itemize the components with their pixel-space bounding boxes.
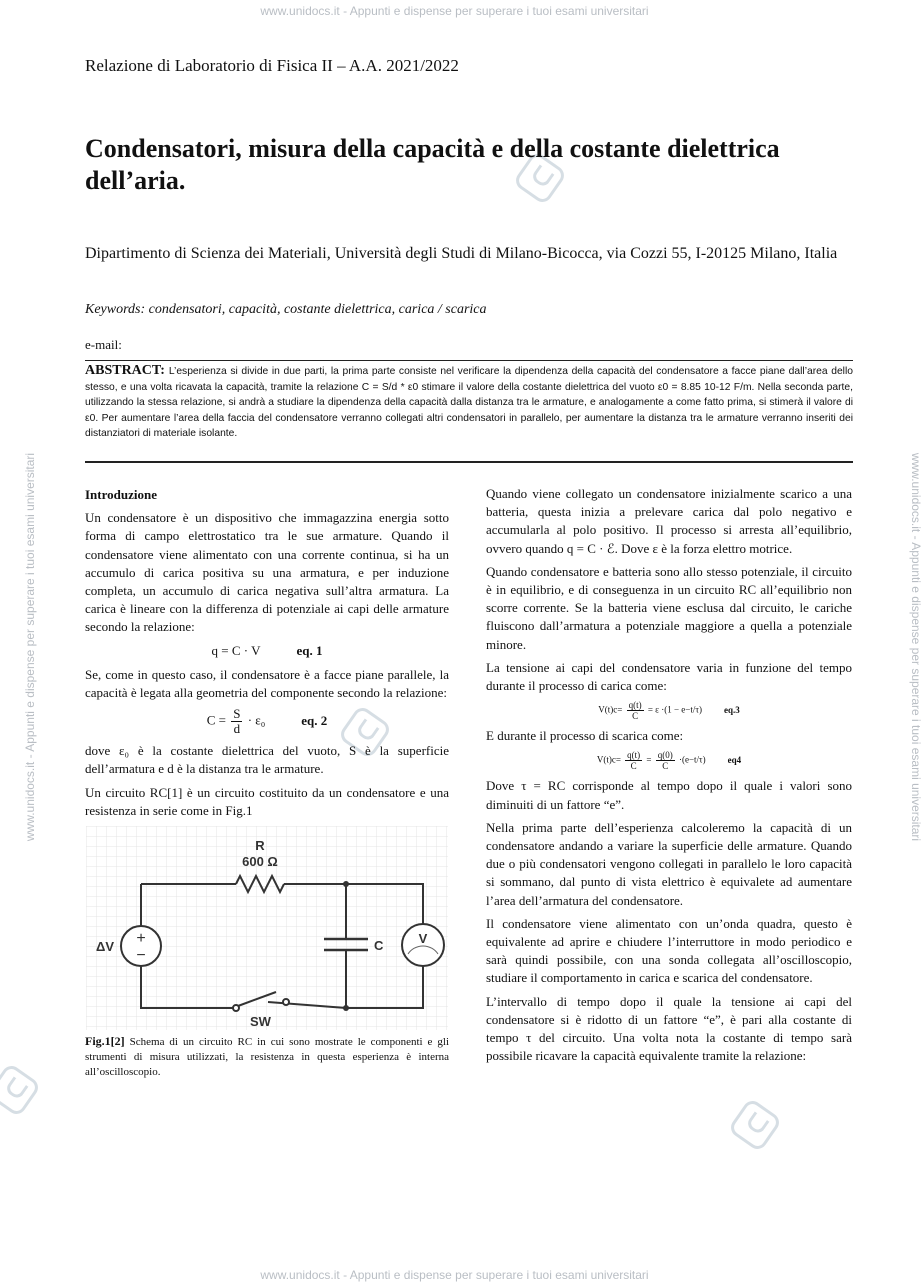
junction-bottom [343,1005,349,1011]
right-paragraph-7: Il condensatore viene alimentato con un’onda quadra, questo è equivalente ad aprire e chiudere l’interruttore in modo periodico e sarà quindi possibile, con una sonda collegata all’oscilloscopio, studiare il comportamento in carica e scarica del condensatore. [486,915,852,986]
right-paragraph-4: E durante il processo di scarica come: [486,728,684,744]
voltmeter-label: V [418,931,428,946]
right-column [486,485,852,1070]
equation-2-fraction [231,707,242,736]
equation-2 [85,707,449,736]
equation-1-body: q = C · V [211,642,261,658]
rc-circuit-figure [86,826,448,1030]
equation-4-fraction-2 [656,750,675,771]
equation-3 [486,700,852,721]
figure-caption-text: Schema di un circuito RC in cui sono mostrate le componenti e gli strumenti di misura utilizzati, la resistenza in questa esperienza è interna all’oscilloscopio. [85,1036,450,1078]
right-paragraph-2: Quando condensatore e batteria sono allo stesso potenziale, il circuito è in equilibrio, e di conseguenza in un circuito RC all’equilibrio non scorre corrente. Se la batteria viene esclusa dal circuito, le cariche fluiscono dall’armatura a potenziale maggiore a quella a potenziale minore. [486,563,852,652]
equation-1 [85,642,449,660]
figure-caption [85,1034,449,1080]
intro-paragraph-2: Se, come in questo caso, il condensatore è a facce piane parallele, la capacità è legata alla geometria del componente secondo la relazione: [85,666,449,701]
watermark-right: www.unidocs.it - Appunti e dispense per superare i tuoi esami universitari [909,452,923,842]
right-paragraph-1: Quando viene collegato un condensatore inizialmente scarico a una batteria, questa inizia a prelevare carica dal polo negativo e accumularla al polo positivo. Il processo si arresta all’equilibrio, ovvero quando q = C · ℰ. Dove ε è la forza elettro motrice. [486,486,852,556]
junction-top [343,881,349,887]
equation-4-denominator-1: C [630,761,637,772]
email-label: e-mail: [85,337,122,352]
equation-3-lhs: V(t)c= [598,704,623,715]
equation-3-fraction [627,700,644,721]
equation-4 [486,750,852,771]
equation-2-lhs: C = [206,712,226,728]
left-column [85,486,449,825]
right-paragraph-5: Dove τ = RC corrisponde al tempo dopo il quale i valori sono diminuiti di un fattore “e”. [486,778,852,812]
equation-2-label: eq. 2 [301,712,328,728]
abstract-text: L’esperienza si divide in due parti, la prima parte consiste nel verificare la dipendenza della capacità del condensatore a facce piane dall’area dello stesso, e una volta ricavata la capacità, tramite la relazione C = S/d * ε0 stimare il valore della costante dielettrica del vuoto ε0 = 8.85 10-12 F/m. Nella seconda parte, utilizzando la stessa relazione, si andrà a studiare la dipendenza della capacità dalla distanza tra le armature, e analogamente a come fatto prima, si stimerà il valore di ε0. Per aumentare l’area della faccia del condensatore verranno collegati altri condensatori in parallelo, per aumentare la distanza tra le armature verranno inseriti dei distanziatori di materiale isolante. [85,366,853,439]
intro-paragraph-3: dove ε₀ è la costante dielettrica del vuoto, S è la superficie dell’armatura e d è la distanza tra le armature. [85,743,449,777]
voltmeter-icon [402,924,444,966]
equation-4-fraction-1 [625,750,642,771]
abstract [85,363,853,442]
equation-3-numerator: q(t) [628,700,642,711]
equation-4-rhs: ·(e−t/τ) [678,755,706,765]
abstract-bottom-rule [85,461,853,463]
affiliation: Dipartimento di Scienza dei Materiali, Università degli Studi di Milano-Bicocca, via Cozzi 55, I-20125 Milano, Italia [85,245,838,262]
keywords: Keywords: condensatori, capacità, costante dielettrica, carica / scarica [85,302,487,317]
paper-title: Condensatori, misura della capacità e della costante dielettrica dell’aria. [85,134,780,195]
voltage-source-icon [121,926,161,966]
abstract-label: ABSTRACT: [85,363,165,378]
section-heading: Introduzione [85,487,157,502]
equation-4-equals: = [646,755,652,765]
equation-1-label: eq. 1 [296,642,323,658]
watermark-left: www.unidocs.it - Appunti e dispense per superare i tuoi esami universitari [23,452,37,842]
source-minus: − [136,947,146,964]
right-paragraph-8: L’intervallo di tempo dopo il quale la tensione ai capi del condensatore si è ridotto di un fattore “e”, è pari alla costante di tempo τ del circuito. Una volta nota la costante di tempo sarà possibile ricavare la capacità equivalente tramite la relazione: [486,993,852,1064]
watermark-logo-icon [727,1097,783,1153]
equation-3-rhs: = ε ·(1 − e−t/τ) [647,704,702,715]
intro-paragraph-1: Un condensatore è un dispositivo che immagazzina energia sotto forma di campo elettrostatico tra le sue armature. Quando il condensatore viene alimentato con una corrente continua, si ha un accumulo di carica positiva su una armatura, e per induzione completa, un accumulo di carica negativa sull’altra armatura. La carica è lineare con la differenza di potenziale ai capi delle armature secondo la relazione: [85,510,449,635]
equation-3-label: eq.3 [723,704,740,715]
right-paragraph-6: Nella prima parte dell’esperienza calcoleremo la capacità di un condensatore andando a variare la superficie delle armature. Quando due o più condensatori vengono collegati in parallelo le loro capacità si sommano, dal punto di vista elettrico è equivalete ad aumentare l’area dell’armatura del condensatore. [486,819,852,908]
equation-4-numerator-1: q(t) [627,750,641,761]
equation-3-denominator: C [632,711,639,722]
equation-4-lhs: V(t)c= [596,755,621,765]
equation-4-label: eq4 [727,755,742,765]
equation-4-denominator-2: C [662,761,669,772]
resistor-value: 600 Ω [242,854,278,869]
equation-4-numerator-2: q(0) [657,750,673,761]
switch-label: SW [250,1014,271,1029]
source-plus: + [136,930,146,947]
source-label: ΔV [96,939,115,954]
equation-2-rhs: · ε₀ [247,712,266,728]
watermark-logo-icon [0,1062,42,1118]
right-paragraph-3: La tensione ai capi del condensatore varia in funzione del tempo durante il processo di carica come: [486,659,852,694]
resistor-label: R [255,838,265,853]
abstract-top-rule [85,360,853,361]
report-header: Relazione di Laboratorio di Fisica II – A.A. 2021/2022 [85,56,459,75]
equation-2-numerator: S [233,706,241,722]
figure-caption-label: Fig.1[2] [85,1034,125,1048]
intro-paragraph-4: Un circuito RC[1] è un circuito costituito da un condensatore e una resistenza in serie come in Fig.1 [85,784,449,818]
watermark-bottom: www.unidocs.it - Appunti e dispense per superare i tuoi esami universitari [260,1268,649,1282]
capacitor-label: C [374,938,384,953]
watermark-top: www.unidocs.it - Appunti e dispense per superare i tuoi esami universitari [260,4,649,18]
equation-2-denominator: d [233,721,241,737]
